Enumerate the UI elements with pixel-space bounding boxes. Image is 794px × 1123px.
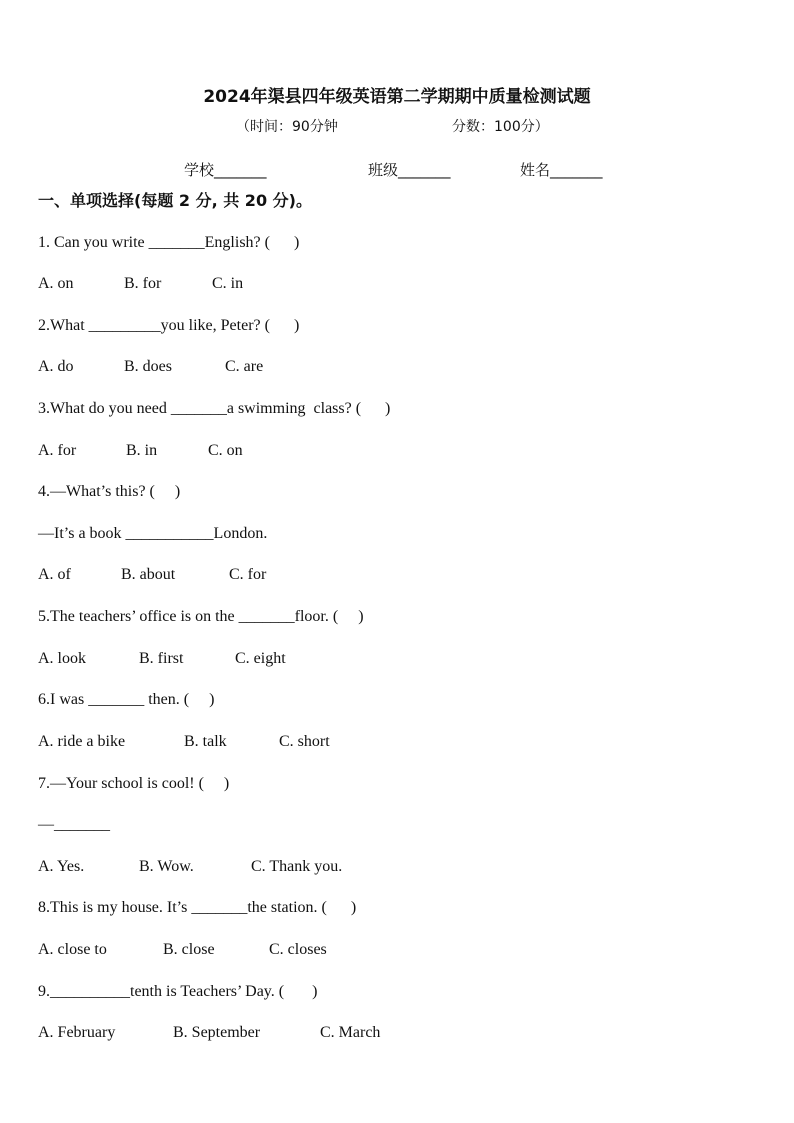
question-4-response: —It’s a book ___________London. <box>38 525 268 542</box>
question-1-option-a: A. on <box>38 275 74 292</box>
question-9-stem: 9.__________tenth is Teachers’ Day. ( ) <box>38 983 318 1000</box>
question-7-response: —_______ <box>38 816 110 833</box>
question-7-option-a: A. Yes. <box>38 858 85 875</box>
question-7-stem: 7.—Your school is cool! ( ) <box>38 775 230 792</box>
question-8-option-c: C. closes <box>269 941 327 958</box>
question-2-option-a: A. do <box>38 358 74 375</box>
question-2-option-b: B. does <box>124 358 172 375</box>
question-1-option-b: B. for <box>124 275 162 292</box>
question-4-option-c: C. for <box>229 566 267 583</box>
question-2-option-c: C. are <box>225 358 264 375</box>
question-6-option-c: C. short <box>279 733 330 750</box>
question-8-stem: 8.This is my house. It’s _______the station. ( ) <box>38 899 357 916</box>
question-8-option-a: A. close to <box>38 941 107 958</box>
question-5-option-a: A. look <box>38 650 86 667</box>
question-7-option-b: B. Wow. <box>139 858 194 875</box>
question-5-option-c: C. eight <box>235 650 286 667</box>
question-3-stem: 3.What do you need _______a swimming class? ( ) <box>38 400 391 417</box>
question-5-option-b: B. first <box>139 650 184 667</box>
question-7-option-c: C. Thank you. <box>251 858 343 875</box>
question-3-option-b: B. in <box>126 442 158 459</box>
question-6-option-b: B. talk <box>184 733 227 750</box>
exam-score: 分数：100分） <box>452 119 549 135</box>
question-1-stem: 1. Can you write _______English? ( ) <box>38 234 300 251</box>
question-2-stem: 2.What _________you like, Peter? ( ) <box>38 317 300 334</box>
question-4-option-a: A. of <box>38 566 71 583</box>
exam-time: （时间：90分钟 <box>236 119 338 135</box>
question-3-option-a: A. for <box>38 442 77 459</box>
question-8-option-b: B. close <box>163 941 215 958</box>
name-field: 姓名_______ <box>520 161 603 179</box>
question-6-stem: 6.I was _______ then. ( ) <box>38 691 215 708</box>
question-3-option-c: C. on <box>208 442 243 459</box>
question-9-option-a: A. February <box>38 1024 116 1041</box>
question-9-option-b: B. September <box>173 1024 261 1041</box>
question-1-option-c: C. in <box>212 275 244 292</box>
question-4-option-b: B. about <box>121 566 176 583</box>
school-field: 学校_______ <box>184 161 267 179</box>
class-field: 班级_______ <box>368 161 451 179</box>
question-5-stem: 5.The teachers’ office is on the _______floor. ( ) <box>38 608 364 625</box>
question-4-stem: 4.—What’s this? ( ) <box>38 483 181 500</box>
section-heading: 一、单项选择(每题 2 分, 共 20 分)。 <box>38 191 312 210</box>
question-6-option-a: A. ride a bike <box>38 733 126 750</box>
exam-title: 2024年渠县四年级英语第二学期期中质量检测试题 <box>203 87 591 107</box>
question-9-option-c: C. March <box>320 1024 381 1041</box>
